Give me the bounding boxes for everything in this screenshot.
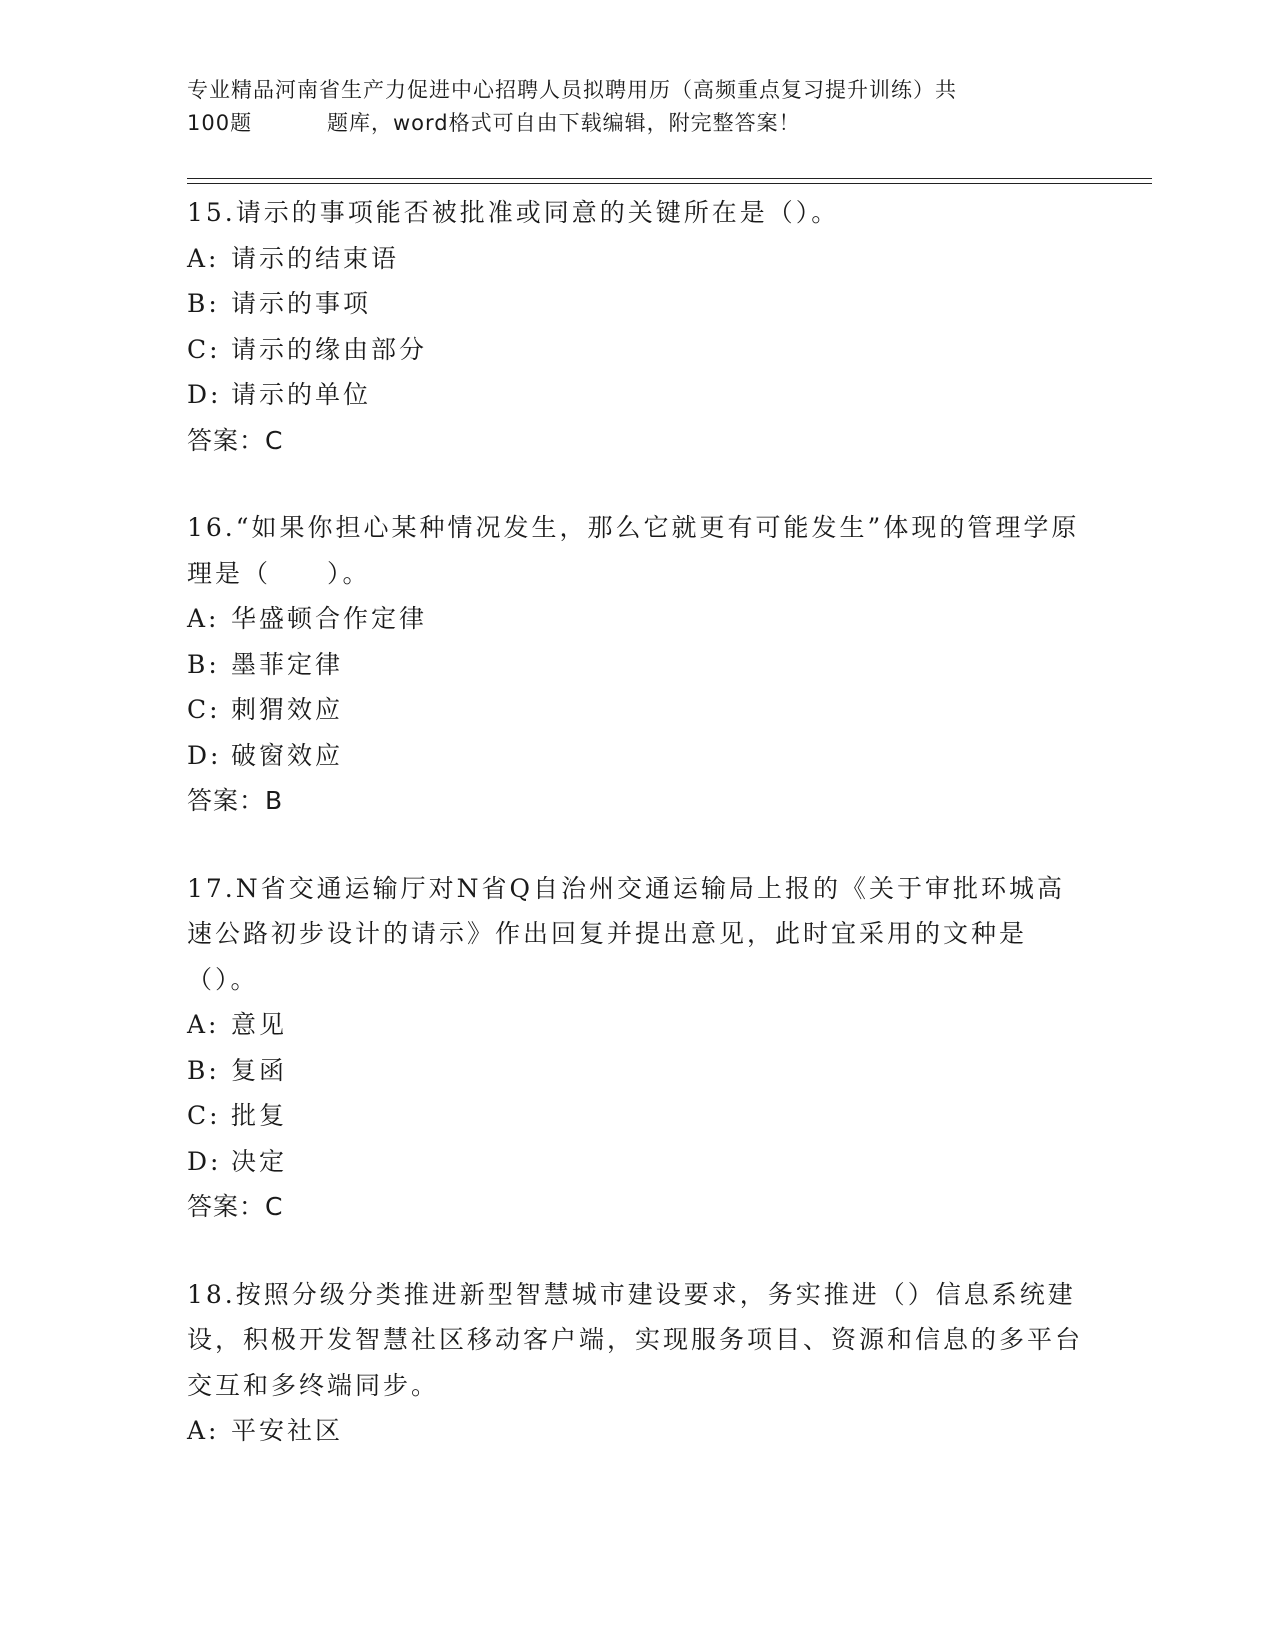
option-text: 破窗效应 (231, 740, 344, 770)
question-stem: 15.请示的事项能否被批准或同意的关键所在是（）。 (187, 198, 840, 227)
document-header (187, 74, 1087, 140)
option-text: 意见 (231, 1010, 288, 1039)
option-text: 请示的缘由部分 (231, 334, 428, 364)
option-d (187, 733, 1087, 779)
option-text: 请示的事项 (231, 289, 372, 318)
answer-line: 答案：C (187, 425, 284, 455)
option-letter: D: (187, 1146, 222, 1176)
option-d (187, 372, 1087, 418)
header-subtitle-line (187, 107, 1087, 140)
header-title-line: 专业精品河南省生产力促进中心招聘人员拟聘用历（高频重点复习提升训练）共 (187, 78, 957, 102)
question-item (187, 505, 1087, 824)
option-text: 复函 (231, 1055, 288, 1085)
header-divider-bottom (187, 183, 1152, 184)
option-text: 请示的结束语 (231, 243, 400, 273)
option-d (187, 1139, 1087, 1185)
question-stem: 18.按照分级分类推进新型智慧城市建设要求，务实推进（）信息系统建设，积极开发智慧社区移动客户端，实现服务项目、资源和信息的多平台交互和多终端同步。 (187, 1279, 1084, 1400)
option-letter: C: (187, 334, 221, 364)
header-divider-top (187, 178, 1152, 179)
header-description: 题库，word格式可自由下载编辑，附完整答案！ (327, 111, 801, 135)
option-a (187, 236, 1087, 282)
option-text: 华盛顿合作定律 (231, 604, 428, 633)
question-stem: 16.“如果你担心某种情况发生，那么它就更有可能发生”体现的管理学原理是（ ）。 (187, 513, 1080, 588)
option-b (187, 281, 1087, 327)
option-letter: C: (187, 1101, 221, 1130)
option-c (187, 1093, 1087, 1139)
option-a (187, 596, 1087, 642)
option-letter: C: (187, 695, 221, 724)
option-letter: B: (187, 289, 220, 318)
option-text: 决定 (231, 1146, 288, 1176)
question-item (187, 1272, 1087, 1454)
option-text: 墨菲定律 (231, 649, 344, 679)
question-list (187, 190, 1087, 1454)
option-letter: A: (187, 604, 220, 633)
option-letter: A: (187, 243, 220, 273)
option-text: 批复 (231, 1101, 288, 1130)
option-c (187, 327, 1087, 373)
question-item (187, 866, 1087, 1230)
option-letter: D: (187, 740, 222, 770)
option-letter: D: (187, 380, 222, 409)
option-b (187, 1048, 1087, 1094)
question-count: 100题 (187, 111, 253, 135)
option-text: 请示的单位 (231, 380, 372, 409)
option-letter: A: (187, 1010, 220, 1039)
option-b (187, 642, 1087, 688)
answer-line: 答案：B (187, 786, 284, 815)
option-a (187, 1002, 1087, 1048)
option-letter: B: (187, 649, 220, 679)
option-letter: A: (187, 1416, 220, 1445)
option-text: 平安社区 (231, 1416, 344, 1445)
option-text: 刺猬效应 (231, 695, 344, 724)
question-stem: 17.N省交通运输厅对N省Q自治州交通运输局上报的《关于审批环城高速公路初步设计的请示》作出回复并提出意见，此时宜采用的文种是（）。 (187, 873, 1066, 994)
option-letter: B: (187, 1055, 220, 1085)
question-item (187, 190, 1087, 463)
answer-line: 答案：C (187, 1192, 284, 1221)
option-a (187, 1408, 1087, 1454)
option-c (187, 687, 1087, 733)
